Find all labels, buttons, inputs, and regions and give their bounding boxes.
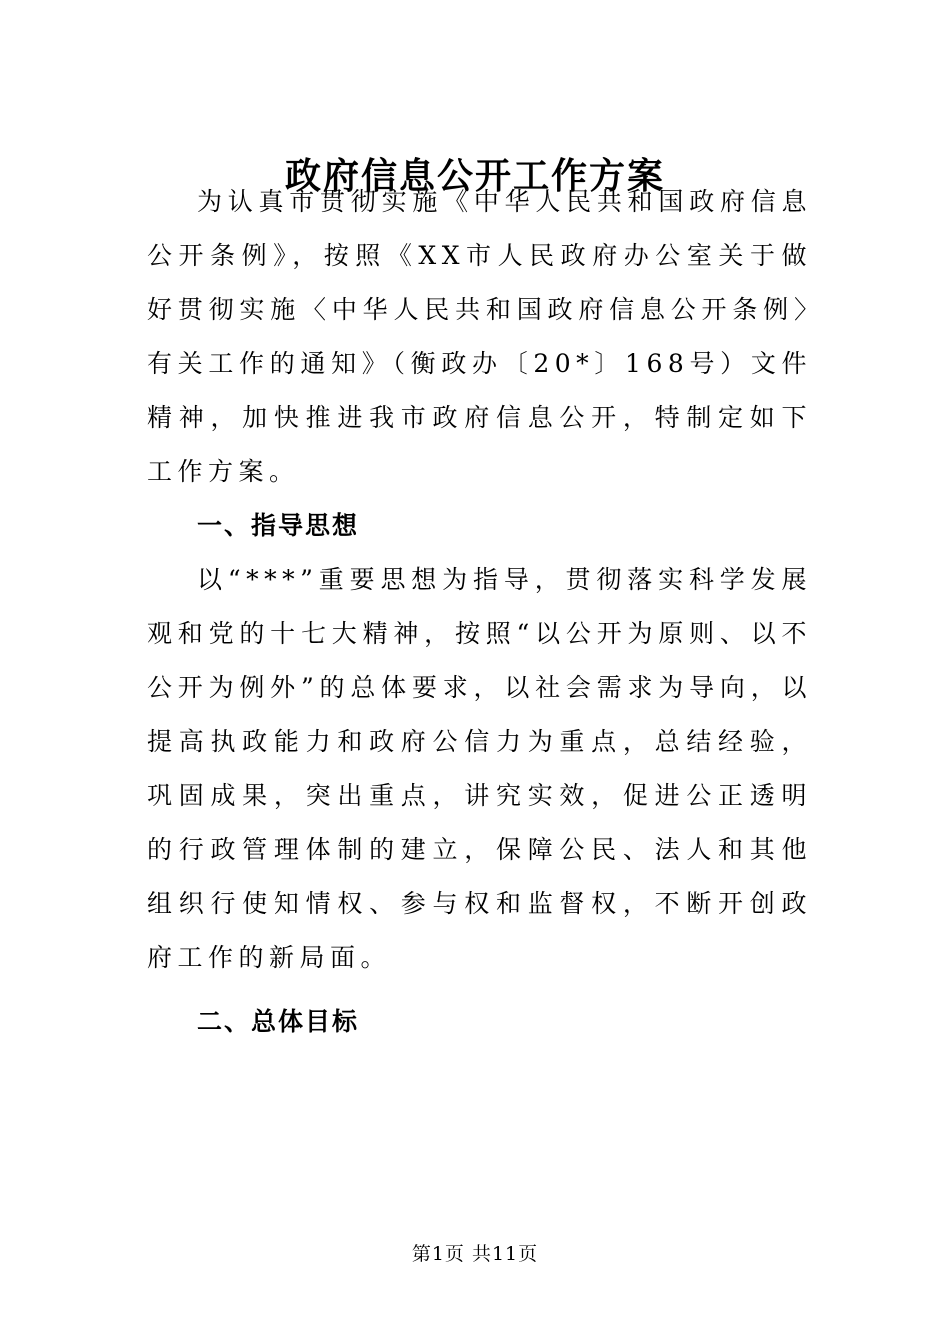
document-body	[147, 175, 812, 1049]
intro-paragraph: 为认真市贯彻实施《中华人民共和国政府信息公开条例》，按照《XX市人民政府办公室关于做好贯彻实施〈中华人民共和国政府信息公开条例〉有关工作的通知》（衡政办〔20*〕168号）文件精神，加快推进我市政府信息公开，特制定如下工作方案。	[147, 187, 812, 486]
page-title: 政府信息公开工作方案	[284, 155, 665, 198]
page-footer: 第1页 共11页	[411, 1243, 539, 1265]
section-heading-guiding-ideology: 一、指导思想	[197, 511, 360, 540]
section-heading-overall-goal: 二、总体目标	[197, 1007, 360, 1036]
guiding-ideology-paragraph: 以“***”重要思想为指导，贯彻落实科学发展观和党的十七大精神，按照“以公开为原则、以不公开为例外”的总体要求，以社会需求为导向，以提高执政能力和政府公信力为重点，总结经验，巩固成果，突出重点，讲究实效，促进公正透明的行政管理体制的建立，保障公民、法人和其他组织行使知情权、参与权和监督权，不断开创政府工作的新局面。	[147, 565, 812, 972]
